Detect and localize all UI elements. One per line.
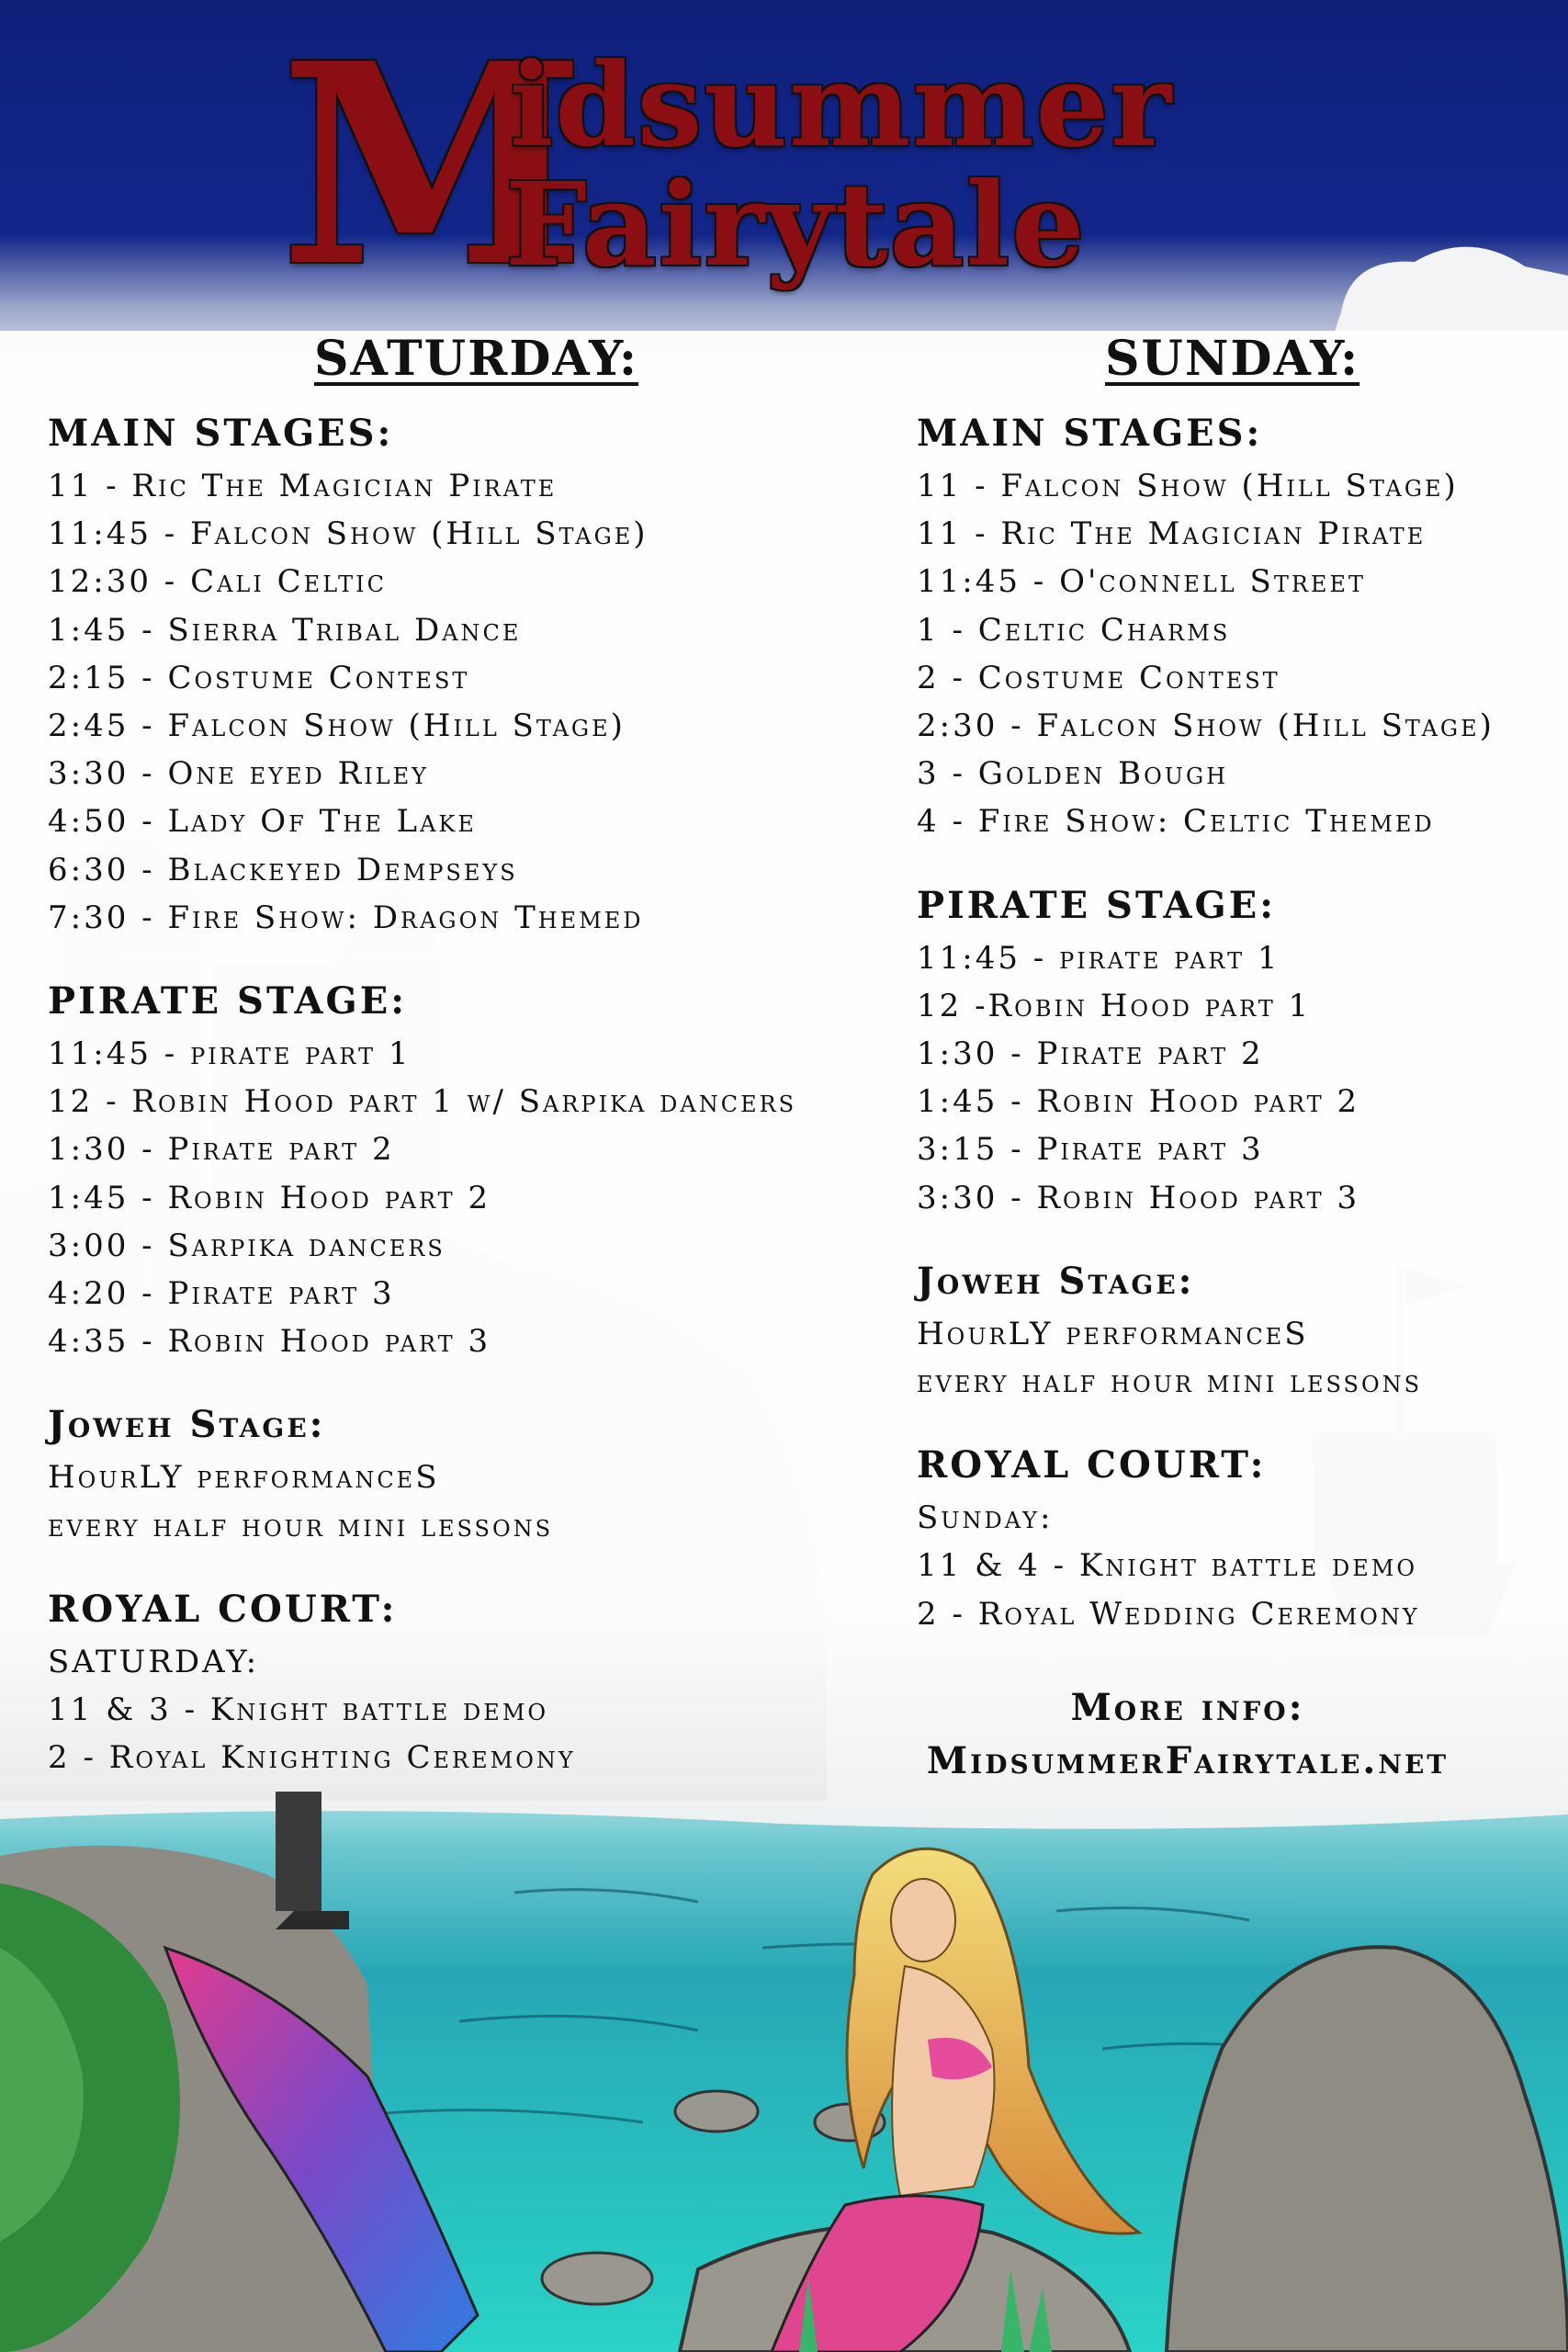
schedule-entry: 1:45 - Robin Hood part 2	[48, 1179, 491, 1216]
sunday-pirate-stage	[917, 883, 1541, 1222]
website-link[interactable]: MidsummerFairytale.net	[926, 1739, 1450, 1782]
section-title: PIRATE STAGE:	[48, 979, 407, 1023]
schedule-entry: 11:45 - pirate part 1	[917, 939, 1280, 977]
schedule-entry: 2:45 - Falcon Show (Hill Stage)	[48, 707, 626, 745]
saturday-joweh-stage	[48, 1402, 856, 1549]
schedule-entry: 4:20 - Pirate part 3	[48, 1275, 395, 1313]
schedule-entry: 6:30 - Blackeyed Dempseys	[48, 851, 518, 888]
schedule-entry: every half hour mini lessons	[917, 1363, 1423, 1401]
schedule-entry: 12:30 - Cali Celtic	[48, 563, 388, 601]
schedule-entry: 7:30 - Fire Show: Dragon Themed	[48, 899, 644, 936]
saturday-pirate-stage	[48, 978, 856, 1365]
schedule-entry: HourLY performanceS	[48, 1459, 440, 1497]
schedule-entry: 11:45 - Falcon Show (Hill Stage)	[48, 515, 649, 553]
schedule-entry: 2:30 - Falcon Show (Hill Stage)	[917, 707, 1495, 745]
section-title: ROYAL COURT:	[917, 1443, 1267, 1487]
sunday-joweh-stage	[917, 1259, 1541, 1406]
schedule-entry: 3 - Golden Bough	[917, 755, 1229, 793]
saturday-royal-court	[48, 1587, 856, 1782]
saturday-heading: SATURDAY:	[314, 331, 639, 387]
schedule-entry: 3:00 - Sarpika dancers	[48, 1227, 446, 1264]
schedule-entry: 11 - Falcon Show (Hill Stage)	[917, 468, 1459, 504]
schedule-entry: 2:15 - Costume Contest	[48, 659, 470, 696]
section-title: MAIN STAGES:	[917, 412, 1263, 455]
festival-title	[0, 3, 1568, 327]
schedule-entry: 1:45 - Robin Hood part 2	[917, 1083, 1360, 1121]
schedule-entry: SATURDAY:	[48, 1643, 260, 1680]
schedule-entry: 2 - Costume Contest	[917, 659, 1280, 696]
section-title: PIRATE STAGE:	[917, 883, 1276, 927]
more-info-label: More info:	[1070, 1686, 1305, 1729]
schedule-entry: 11:45 - pirate part 1	[48, 1035, 412, 1073]
schedule-entry: 11 & 4 - Knight battle demo	[917, 1547, 1418, 1585]
schedule-entry: 11 - Ric The Magician Pirate	[48, 468, 558, 504]
schedule-entry: Sunday:	[917, 1499, 1054, 1537]
section-title: MAIN STAGES:	[48, 412, 394, 455]
schedule-entry: 3:30 - One eyed Riley	[48, 755, 429, 793]
schedule-entry: 11 & 3 - Knight battle demo	[48, 1691, 549, 1729]
schedule-entry: 12 - Robin Hood part 1 w/ Sarpika dancers	[48, 1083, 797, 1121]
schedule-entry: 4:35 - Robin Hood part 3	[48, 1323, 491, 1361]
saturday-schedule	[48, 331, 856, 1818]
schedule-entry: HourLY performanceS	[917, 1315, 1309, 1352]
sunday-heading: SUNDAY:	[1105, 331, 1360, 387]
sunday-royal-court	[917, 1442, 1541, 1638]
schedule-entry: 2 - Royal Wedding Ceremony	[917, 1595, 1420, 1633]
section-title: Joweh Stage:	[917, 1259, 1195, 1303]
schedule-entry: 4 - Fire Show: Celtic Themed	[917, 803, 1435, 841]
more-info	[917, 1681, 1459, 1788]
schedule-entry: every half hour mini lessons	[48, 1507, 554, 1544]
schedule-entry: 4:50 - Lady Of The Lake	[48, 803, 477, 841]
schedule-entry: 11 - Ric The Magician Pirate	[917, 515, 1427, 553]
schedule-entry: 1:30 - Pirate part 2	[917, 1035, 1264, 1073]
schedule-entry: 1 - Celtic Charms	[917, 611, 1231, 649]
schedule-entry: 3:30 - Robin Hood part 3	[917, 1179, 1360, 1216]
saturday-main-stages	[48, 411, 856, 942]
sunday-schedule	[917, 331, 1541, 1675]
title-line-1: idsummer	[510, 39, 1174, 173]
schedule-entry: 12 -Robin Hood part 1	[917, 987, 1312, 1024]
section-title: Joweh Stage:	[48, 1403, 326, 1447]
schedule-entry: 1:45 - Sierra Tribal Dance	[48, 611, 522, 649]
schedule-entry: 2 - Royal Knighting Ceremony	[48, 1739, 576, 1777]
title-initial: M	[280, 3, 588, 327]
sunday-main-stages	[917, 411, 1541, 846]
schedule-entry: 1:30 - Pirate part 2	[48, 1131, 395, 1169]
title-line-2: Fairytale	[505, 158, 1087, 292]
schedule-entry: 3:15 - Pirate part 3	[917, 1131, 1264, 1169]
schedule-entry: 11:45 - O'connell Street	[917, 563, 1366, 601]
section-title: ROYAL COURT:	[48, 1587, 398, 1631]
